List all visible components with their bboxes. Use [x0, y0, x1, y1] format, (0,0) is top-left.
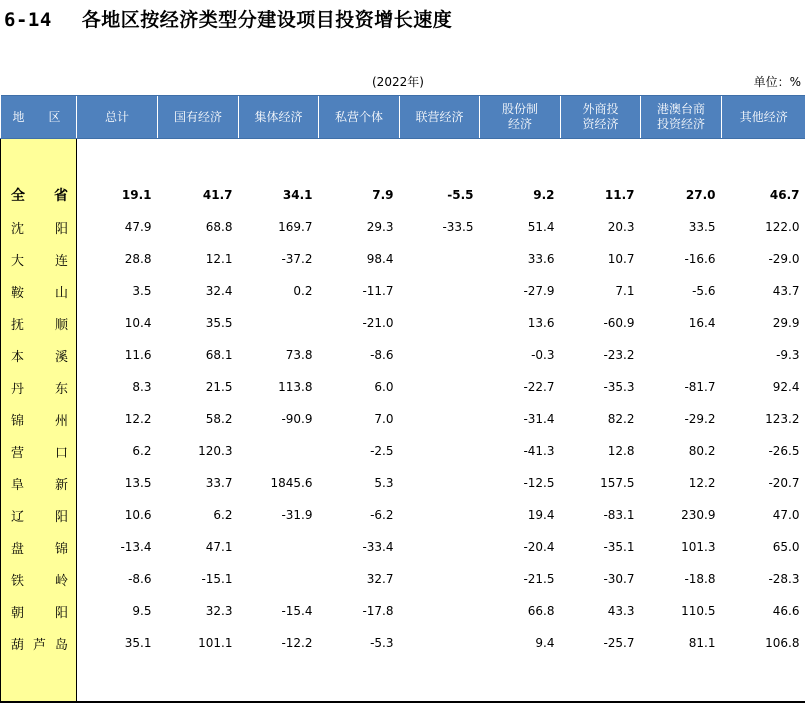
value-cell: -11.7	[362, 284, 394, 298]
table-row	[1, 499, 805, 531]
value-cell: 6.0	[374, 380, 394, 394]
value-cell: -12.5	[523, 476, 555, 490]
value-cell: 51.4	[527, 220, 555, 234]
table-row	[1, 435, 805, 467]
value-cell: -15.1	[201, 572, 233, 586]
table-row	[1, 243, 805, 275]
value-cell: 68.8	[205, 220, 233, 234]
region-cell: 营口	[1, 435, 77, 467]
value-cell: -83.1	[603, 508, 635, 522]
value-cell: -81.7	[684, 380, 716, 394]
value-cell: -25.7	[603, 636, 635, 650]
value-cell	[400, 371, 480, 403]
value-cell: 0.2	[293, 284, 313, 298]
value-cell	[400, 435, 480, 467]
value-cell: 32.7	[366, 572, 394, 586]
value-cell: 27.0	[685, 188, 716, 202]
value-cell	[400, 243, 480, 275]
value-cell: -27.9	[523, 284, 555, 298]
table-row	[1, 627, 805, 659]
value-cell: 34.1	[282, 188, 313, 202]
value-cell: -20.4	[523, 540, 555, 554]
value-cell: 92.4	[772, 380, 800, 394]
value-cell: 20.3	[607, 220, 635, 234]
value-cell: 68.1	[205, 348, 233, 362]
value-cell: 66.8	[527, 604, 555, 618]
value-cell: -60.9	[603, 316, 635, 330]
value-cell: -6.2	[370, 508, 394, 522]
value-cell: -29.0	[768, 252, 800, 266]
region-cell: 葫芦岛	[1, 627, 77, 659]
value-cell: -31.9	[281, 508, 313, 522]
value-cell: 19.4	[527, 508, 555, 522]
value-cell: -30.7	[603, 572, 635, 586]
region-cell: 鞍山	[1, 275, 77, 307]
value-cell	[400, 403, 480, 435]
value-cell	[400, 563, 480, 595]
value-cell: 123.2	[765, 412, 800, 426]
value-cell: 157.5	[600, 476, 635, 490]
value-cell: 80.2	[688, 444, 716, 458]
table-row	[1, 307, 805, 339]
value-cell: 10.7	[607, 252, 635, 266]
value-cell: -5.5	[447, 188, 474, 202]
table-row	[1, 563, 805, 595]
value-cell: 13.6	[527, 316, 555, 330]
table-row	[1, 531, 805, 563]
value-cell: -28.3	[768, 572, 800, 586]
value-cell: 81.1	[688, 636, 716, 650]
value-cell	[400, 275, 480, 307]
value-cell: 3.5	[132, 284, 152, 298]
value-cell: 16.4	[688, 316, 716, 330]
value-cell: -5.6	[692, 284, 716, 298]
region-cell: 全省	[1, 179, 77, 211]
value-cell: 169.7	[278, 220, 313, 234]
table-row	[1, 467, 805, 499]
region-cell: 铁岭	[1, 563, 77, 595]
value-cell: -21.0	[362, 316, 394, 330]
region-cell: 大连	[1, 243, 77, 275]
total-row	[1, 179, 805, 211]
value-cell	[641, 339, 722, 371]
column-header-collective: 集体经济	[239, 96, 319, 139]
value-cell: 98.4	[366, 252, 394, 266]
table-row	[1, 275, 805, 307]
value-cell: -31.4	[523, 412, 555, 426]
region-cell: 阜新	[1, 467, 77, 499]
value-cell: 65.0	[772, 540, 800, 554]
value-cell: -23.2	[603, 348, 635, 362]
region-cell: 盘锦	[1, 531, 77, 563]
region-cell	[1, 659, 77, 702]
table-row	[1, 339, 805, 371]
value-cell	[400, 531, 480, 563]
value-cell: 10.6	[124, 508, 152, 522]
value-cell: -37.2	[281, 252, 313, 266]
value-cell: -5.3	[370, 636, 394, 650]
value-cell	[400, 595, 480, 627]
value-cell: 35.5	[205, 316, 233, 330]
region-cell: 丹东	[1, 371, 77, 403]
value-cell: -15.4	[281, 604, 313, 618]
value-cell: 113.8	[278, 380, 313, 394]
value-cell: 230.9	[681, 508, 716, 522]
value-cell	[239, 563, 319, 595]
value-cell: 1845.6	[270, 476, 313, 490]
value-cell: 5.3	[374, 476, 394, 490]
table-row	[1, 211, 805, 243]
value-cell: 35.1	[124, 636, 152, 650]
value-cell: 7.1	[615, 284, 635, 298]
table-number: 6-14	[4, 9, 52, 31]
region-cell: 锦州	[1, 403, 77, 435]
value-cell: 58.2	[205, 412, 233, 426]
value-cell: 11.6	[124, 348, 152, 362]
investment-growth-table	[0, 95, 805, 703]
value-cell: -0.3	[531, 348, 555, 362]
value-cell: 29.9	[772, 316, 800, 330]
value-cell	[239, 435, 319, 467]
column-header-private: 私营个体	[319, 96, 400, 139]
value-cell: 33.5	[688, 220, 716, 234]
value-cell: 11.7	[604, 188, 635, 202]
value-cell: 6.2	[132, 444, 152, 458]
value-cell: 82.2	[607, 412, 635, 426]
value-cell: 101.1	[198, 636, 233, 650]
table-row	[1, 595, 805, 627]
value-cell: 110.5	[681, 604, 716, 618]
region-cell	[1, 139, 77, 180]
value-cell: -22.7	[523, 380, 555, 394]
region-cell: 本溪	[1, 339, 77, 371]
value-cell: 28.8	[124, 252, 152, 266]
value-cell	[239, 531, 319, 563]
value-cell: 7.0	[374, 412, 394, 426]
column-header-total: 总计	[77, 96, 158, 139]
value-cell: 7.9	[372, 188, 394, 202]
value-cell: 122.0	[765, 220, 800, 234]
value-cell: -12.2	[281, 636, 313, 650]
value-cell: 12.8	[607, 444, 635, 458]
value-cell: -33.4	[362, 540, 394, 554]
value-cell: 101.3	[681, 540, 716, 554]
value-cell: 106.8	[765, 636, 800, 650]
region-cell: 辽阳	[1, 499, 77, 531]
value-cell	[400, 499, 480, 531]
table-title: 各地区按经济类型分建设项目投资增长速度	[81, 9, 453, 31]
value-cell	[400, 307, 480, 339]
value-cell: -21.5	[523, 572, 555, 586]
column-header-region: 地 区	[1, 96, 77, 139]
value-cell	[239, 307, 319, 339]
page-title	[4, 5, 452, 32]
spacer-row	[1, 139, 805, 180]
value-cell: -90.9	[281, 412, 313, 426]
column-header-joint: 联营经济	[400, 96, 480, 139]
value-cell: -8.6	[128, 572, 152, 586]
region-cell: 沈阳	[1, 211, 77, 243]
region-cell: 抚顺	[1, 307, 77, 339]
value-cell: 19.1	[121, 188, 152, 202]
bottom-spacer-row	[1, 659, 805, 702]
table-header-row	[1, 96, 805, 139]
value-cell: -20.7	[768, 476, 800, 490]
value-cell: 12.2	[124, 412, 152, 426]
value-cell: 9.4	[535, 636, 555, 650]
value-cell: 46.6	[772, 604, 800, 618]
value-cell: 41.7	[202, 188, 233, 202]
table-row	[1, 371, 805, 403]
value-cell: 12.1	[205, 252, 233, 266]
value-cell: -35.1	[603, 540, 635, 554]
value-cell: 43.3	[607, 604, 635, 618]
value-cell: 73.8	[285, 348, 313, 362]
value-cell: 8.3	[132, 380, 152, 394]
value-cell: -41.3	[523, 444, 555, 458]
value-cell: 33.6	[527, 252, 555, 266]
value-cell: -13.4	[120, 540, 152, 554]
value-cell: -2.5	[370, 444, 394, 458]
value-cell: -35.3	[603, 380, 635, 394]
value-cell: -29.2	[684, 412, 716, 426]
column-header-foreign: 外商投 资经济	[561, 96, 641, 139]
value-cell: -9.3	[776, 348, 800, 362]
column-header-hk-macao-taiwan: 港澳台商 投资经济	[641, 96, 722, 139]
value-cell: 33.7	[205, 476, 233, 490]
value-cell	[400, 627, 480, 659]
value-cell: 47.0	[772, 508, 800, 522]
value-cell: -16.6	[684, 252, 716, 266]
value-cell: 120.3	[198, 444, 233, 458]
value-cell: 46.7	[769, 188, 800, 202]
value-cell: 43.7	[772, 284, 800, 298]
column-header-shareholding: 股份制 经济	[480, 96, 561, 139]
column-header-state-owned: 国有经济	[158, 96, 239, 139]
region-cell: 朝阳	[1, 595, 77, 627]
value-cell: 32.3	[205, 604, 233, 618]
value-cell: -17.8	[362, 604, 394, 618]
value-cell: 9.2	[533, 188, 555, 202]
value-cell: -8.6	[370, 348, 394, 362]
value-cell: -33.5	[442, 220, 474, 234]
value-cell	[400, 467, 480, 499]
value-cell: 10.4	[124, 316, 152, 330]
value-cell: 6.2	[213, 508, 233, 522]
value-cell: -26.5	[768, 444, 800, 458]
column-header-other: 其他经济	[722, 96, 805, 139]
value-cell: 13.5	[124, 476, 152, 490]
value-cell: 9.5	[132, 604, 152, 618]
value-cell	[400, 339, 480, 371]
value-cell: 21.5	[205, 380, 233, 394]
value-cell: 47.1	[205, 540, 233, 554]
year-label: (2022年)	[372, 75, 424, 89]
value-cell: -18.8	[684, 572, 716, 586]
value-cell: 12.2	[688, 476, 716, 490]
table-row	[1, 403, 805, 435]
unit-label: 单位：%	[753, 75, 801, 89]
value-cell: 47.9	[124, 220, 152, 234]
value-cell: 29.3	[366, 220, 394, 234]
value-cell: 32.4	[205, 284, 233, 298]
